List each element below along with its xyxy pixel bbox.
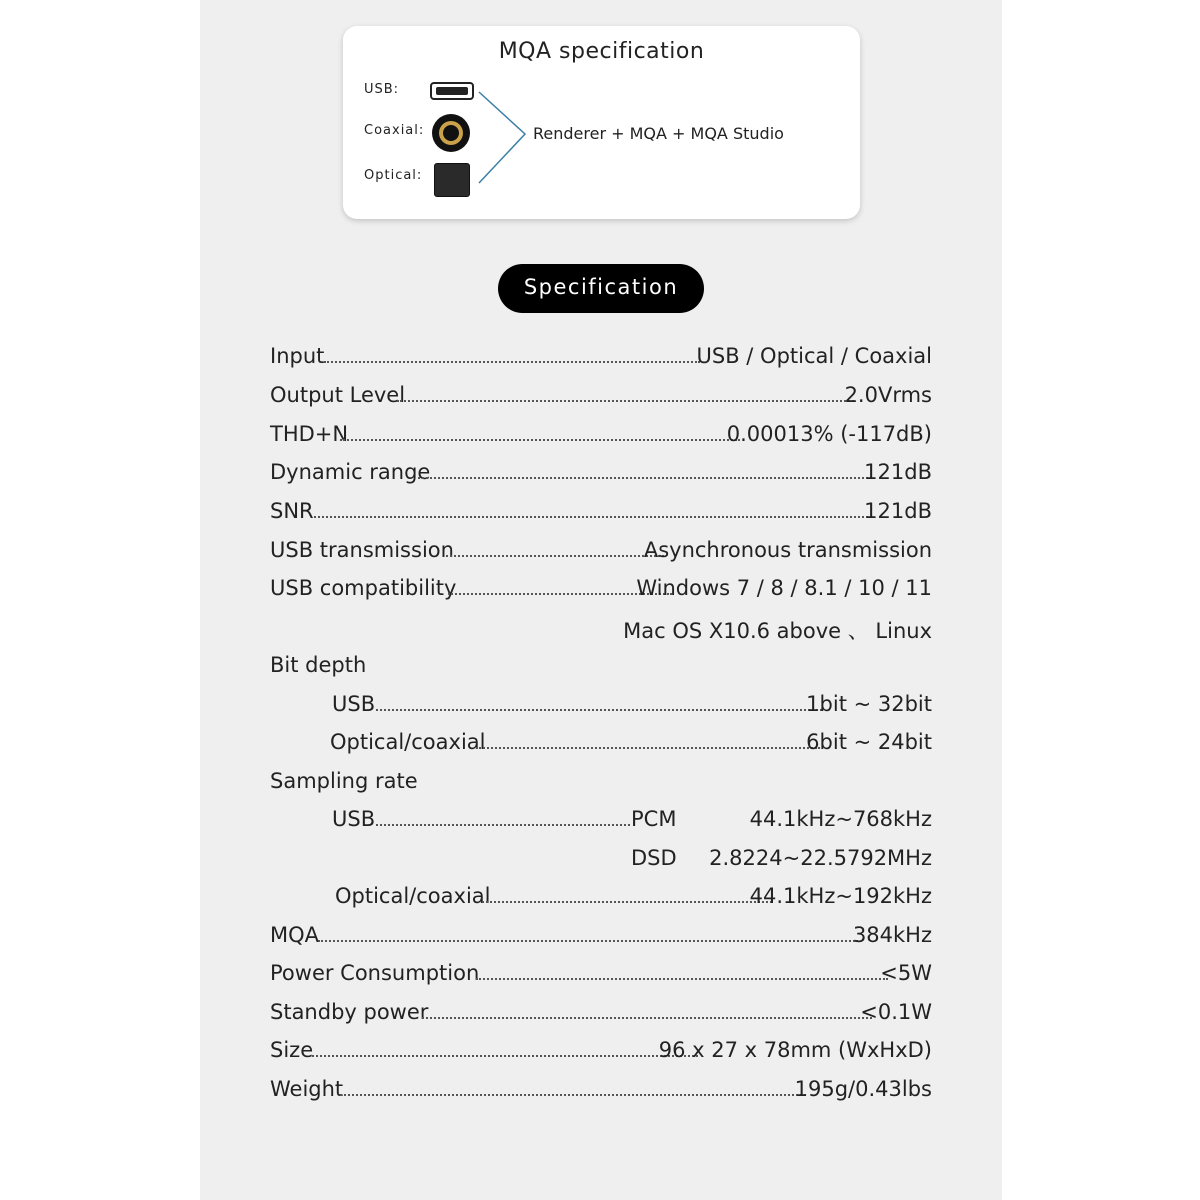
spec-row-size [270,1038,932,1068]
spec-row-sampling-optical [270,884,932,914]
mqa-spec-card [343,26,860,219]
specification-heading: Specification [498,264,704,313]
spec-value: Mac OS X10.6 above 、 Linux [623,619,932,643]
spec-label: Size [270,1038,314,1062]
spec-value: 96 x 27 x 78mm (WxHxD) [658,1038,932,1062]
spec-value: USB / Optical / Coaxial [696,344,932,368]
spec-row-bit-depth-optical [270,730,932,760]
spec-label: Optical/coaxial [335,884,491,908]
spec-row-input [270,344,932,374]
mqa-renderer-text: Renderer + MQA + MQA Studio [533,124,784,143]
spec-value: Windows 7 / 8 / 8.1 / 10 / 11 [636,576,932,600]
dsd-label: DSD [631,846,677,870]
spec-row-weight [270,1077,932,1107]
coaxial-port-icon [432,114,470,152]
dot-leader [482,901,772,903]
optical-port-label: Optical: [364,168,423,183]
spec-value: 384kHz [852,923,932,947]
spec-label: USB compatibility [270,576,457,600]
spec-label: Standby power [270,1000,429,1024]
spec-row-standby-power [270,1000,932,1030]
spec-section-label: Sampling rate [270,769,418,793]
spec-value: 121dB [864,460,932,484]
dot-leader [376,709,822,711]
dot-leader [318,940,858,942]
spec-label: USB [332,692,376,716]
spec-label: Optical/coaxial [330,730,486,754]
spec-label: USB transmission [270,538,454,562]
spec-label: Weight [270,1077,344,1101]
dot-leader [446,555,664,557]
dot-leader [324,361,700,363]
spec-row-power-consumption [270,961,932,991]
spec-label: Dynamic range [270,460,431,484]
spec-row-sampling-usb-dsd [270,846,932,876]
coaxial-port-label: Coaxial: [364,123,425,138]
spec-row-usb-compatibility [270,576,932,606]
spec-value: 195g/0.43lbs [794,1077,932,1101]
spec-label: MQA [270,923,320,947]
spec-row-snr [270,499,932,529]
dot-leader [422,1017,872,1019]
mqa-card-title: MQA specification [498,39,705,64]
usb-port-icon [430,82,474,100]
dot-leader [397,400,854,402]
dot-leader [476,978,888,980]
spec-value: 121dB [864,499,932,523]
pcm-label: PCM [631,807,677,831]
spec-value: <0.1W [860,1000,932,1024]
spec-row-sampling-usb-pcm [270,807,932,837]
spec-value: 2.0Vrms [844,383,932,407]
spec-row-bit-depth-usb [270,692,932,722]
spec-row-sampling-rate [270,769,932,799]
spec-row-bit-depth [270,653,932,683]
spec-row-usb-transmission [270,538,932,568]
spec-section-label: Bit depth [270,653,367,677]
dot-leader [340,1094,806,1096]
dot-leader [314,516,868,518]
spec-value: 6bit ~ 24bit [806,730,932,754]
spec-row-thd-n [270,422,932,452]
dot-leader [476,747,820,749]
bracket-arrow-icon [475,88,535,188]
optical-port-icon [434,163,470,197]
spec-row-mqa [270,923,932,953]
spec-label: Power Consumption [270,961,480,985]
spec-label: Output Level [270,383,406,407]
dot-leader [312,1055,698,1057]
spec-value: 44.1kHz~768kHz [749,807,932,831]
spec-value: 1bit ~ 32bit [806,692,932,716]
spec-value: 0.00013% (-117dB) [726,422,932,446]
dot-leader [376,824,630,826]
spec-value: <5W [880,961,932,985]
spec-value: 2.8224~22.5792MHz [709,846,932,870]
spec-value: 44.1kHz~192kHz [749,884,932,908]
spec-label: USB [332,807,376,831]
dot-leader [418,477,868,479]
usb-port-label: USB: [364,82,400,97]
spec-label: Input [270,344,325,368]
spec-row-dynamic-range [270,460,932,490]
dot-leader [340,439,740,441]
spec-label: THD+N [270,422,349,446]
spec-row-output-level [270,383,932,413]
spec-row-usb-compatibility-cont [270,615,932,645]
spec-label: SNR [270,499,314,523]
spec-value: Asynchronous transmission [643,538,932,562]
